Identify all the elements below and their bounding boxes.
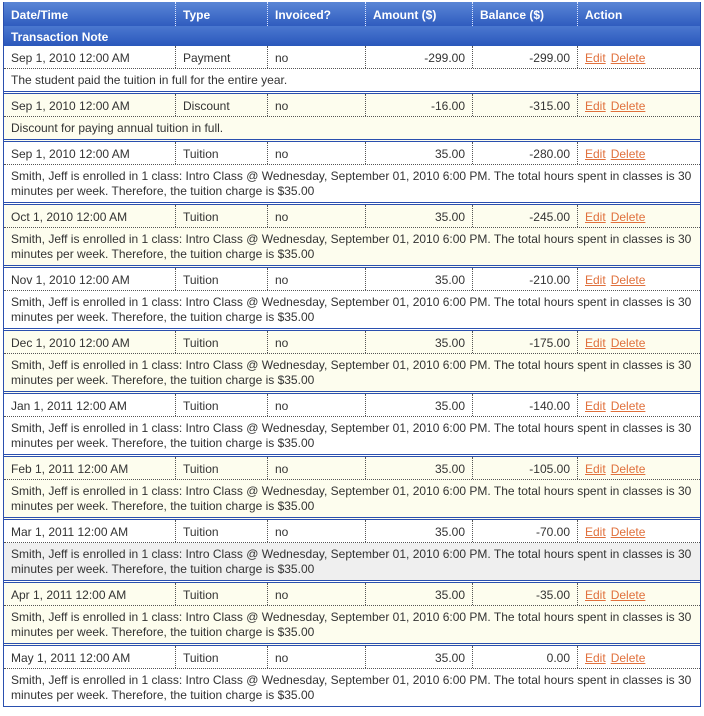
invoiced-cell: no [268, 46, 366, 68]
type-cell: Tuition [176, 520, 268, 542]
delete-link[interactable]: Delete [610, 210, 646, 224]
col-action: Action [585, 8, 623, 22]
transaction-note: Smith, Jeff is enrolled in 1 class: Intro Class @ Wednesday, September 01, 2010 6:00 PM. The total hours spent in classes is 30 minutes per week. Therefore, the tuition charge is $35.00 [11, 169, 692, 198]
action-cell [578, 583, 700, 605]
transaction-note: Smith, Jeff is enrolled in 1 class: Intro Class @ Wednesday, September 01, 2010 6:00 PM. The total hours spent in classes is 30 minutes per week. Therefore, the tuition charge is $35.00 [11, 610, 692, 639]
amount-cell: -16.00 [366, 94, 473, 116]
date-cell: Nov 1, 2010 12:00 AM [4, 268, 176, 290]
transaction-note: Smith, Jeff is enrolled in 1 class: Intro Class @ Wednesday, September 01, 2010 6:00 PM. The total hours spent in classes is 30 minutes per week. Therefore, the tuition charge is $35.00 [4, 543, 700, 580]
amount-cell: 35.00 [366, 583, 473, 605]
edit-link[interactable]: Edit [585, 651, 606, 665]
transaction-record [4, 46, 700, 94]
edit-link[interactable]: Edit [585, 51, 606, 65]
amount-cell: 35.00 [366, 268, 473, 290]
amount-cell: 35.00 [366, 205, 473, 227]
invoiced-cell: no [268, 394, 366, 416]
type-cell: Tuition [176, 205, 268, 227]
table-row [4, 142, 700, 165]
transaction-note: The student paid the tuition in full for the entire year. [11, 73, 288, 87]
amount-cell: 35.00 [366, 457, 473, 479]
col-type[interactable]: Type [176, 2, 268, 26]
date-cell: Dec 1, 2010 12:00 AM [4, 331, 176, 353]
amount-cell: 35.00 [366, 646, 473, 668]
invoiced-cell: no [268, 520, 366, 542]
invoiced-cell: no [268, 457, 366, 479]
edit-link[interactable]: Edit [585, 99, 606, 113]
action-cell [578, 268, 700, 290]
action-cell [578, 46, 700, 68]
transactions-table [3, 2, 701, 707]
transaction-note: Smith, Jeff is enrolled in 1 class: Intro Class @ Wednesday, September 01, 2010 6:00 PM. The total hours spent in classes is 30 minutes per week. Therefore, the tuition charge is $35.00 [11, 673, 692, 702]
type-cell: Tuition [176, 646, 268, 668]
transaction-record [4, 268, 700, 331]
invoiced-cell: no [268, 331, 366, 353]
action-cell [578, 205, 700, 227]
col-invoiced[interactable]: Invoiced? [268, 2, 366, 26]
table-header [4, 2, 700, 26]
transaction-record [4, 457, 700, 520]
type-cell: Tuition [176, 331, 268, 353]
table-row [4, 394, 700, 417]
balance-cell: -175.00 [473, 331, 578, 353]
delete-link[interactable]: Delete [610, 51, 646, 65]
date-cell: Apr 1, 2011 12:00 AM [4, 583, 176, 605]
table-row [4, 268, 700, 291]
table-row [4, 46, 700, 69]
type-cell: Tuition [176, 583, 268, 605]
col-balance[interactable]: Balance ($) [473, 2, 578, 26]
transaction-record [4, 205, 700, 268]
edit-link[interactable]: Edit [585, 273, 606, 287]
table-row [4, 583, 700, 606]
date-cell: May 1, 2011 12:00 AM [4, 646, 176, 668]
edit-link[interactable]: Edit [585, 336, 606, 350]
col-transaction-note: Transaction Note [4, 26, 700, 46]
delete-link[interactable]: Delete [610, 147, 646, 161]
type-cell: Tuition [176, 268, 268, 290]
type-cell: Payment [176, 46, 268, 68]
delete-link[interactable]: Delete [610, 588, 646, 602]
table-row [4, 331, 700, 354]
edit-link[interactable]: Edit [585, 399, 606, 413]
table-row [4, 205, 700, 228]
delete-link[interactable]: Delete [610, 99, 646, 113]
delete-link[interactable]: Delete [610, 336, 646, 350]
invoiced-cell: no [268, 205, 366, 227]
action-cell [578, 394, 700, 416]
transaction-record [4, 583, 700, 646]
table-row [4, 457, 700, 480]
edit-link[interactable]: Edit [585, 588, 606, 602]
transaction-record [4, 331, 700, 394]
transaction-record [4, 520, 700, 583]
balance-cell: 0.00 [473, 646, 578, 668]
invoiced-cell: no [268, 268, 366, 290]
table-row [4, 94, 700, 117]
table-row [4, 646, 700, 669]
edit-link[interactable]: Edit [585, 210, 606, 224]
action-cell [578, 94, 700, 116]
balance-cell: -299.00 [473, 46, 578, 68]
action-cell [578, 142, 700, 164]
col-amount[interactable]: Amount ($) [366, 2, 473, 26]
balance-cell: -245.00 [473, 205, 578, 227]
delete-link[interactable]: Delete [610, 399, 646, 413]
transaction-record [4, 646, 700, 706]
date-cell: Oct 1, 2010 12:00 AM [4, 205, 176, 227]
transaction-note: Smith, Jeff is enrolled in 1 class: Intro Class @ Wednesday, September 01, 2010 6:00 PM. The total hours spent in classes is 30 minutes per week. Therefore, the tuition charge is $35.00 [11, 358, 692, 387]
transaction-note: Smith, Jeff is enrolled in 1 class: Intro Class @ Wednesday, September 01, 2010 6:00 PM. The total hours spent in classes is 30 minutes per week. Therefore, the tuition charge is $35.00 [11, 295, 692, 324]
date-cell: Feb 1, 2011 12:00 AM [4, 457, 176, 479]
transaction-record [4, 394, 700, 457]
balance-cell: -35.00 [473, 583, 578, 605]
edit-link[interactable]: Edit [585, 462, 606, 476]
balance-cell: -140.00 [473, 394, 578, 416]
date-cell: Jan 1, 2011 12:00 AM [4, 394, 176, 416]
balance-cell: -210.00 [473, 268, 578, 290]
type-cell: Tuition [176, 457, 268, 479]
transaction-record [4, 94, 700, 142]
edit-link[interactable]: Edit [585, 147, 606, 161]
action-cell [578, 646, 700, 668]
invoiced-cell: no [268, 583, 366, 605]
invoiced-cell: no [268, 94, 366, 116]
amount-cell: 35.00 [366, 520, 473, 542]
transaction-note: Smith, Jeff is enrolled in 1 class: Intro Class @ Wednesday, September 01, 2010 6:00 PM. The total hours spent in classes is 30 minutes per week. Therefore, the tuition charge is $35.00 [11, 232, 692, 261]
delete-link[interactable]: Delete [610, 273, 646, 287]
transaction-note: Discount for paying annual tuition in full. [11, 121, 224, 135]
transaction-record [4, 142, 700, 205]
type-cell: Discount [176, 94, 268, 116]
action-cell [578, 331, 700, 353]
action-cell [578, 457, 700, 479]
table-body [4, 46, 700, 706]
table-row [4, 520, 700, 543]
delete-link[interactable]: Delete [610, 651, 646, 665]
delete-link[interactable]: Delete [610, 525, 646, 539]
type-cell: Tuition [176, 394, 268, 416]
transaction-note: Smith, Jeff is enrolled in 1 class: Intro Class @ Wednesday, September 01, 2010 6:00 PM. The total hours spent in classes is 30 minutes per week. Therefore, the tuition charge is $35.00 [11, 421, 692, 450]
invoiced-cell: no [268, 646, 366, 668]
date-cell: Sep 1, 2010 12:00 AM [4, 142, 176, 164]
amount-cell: -299.00 [366, 46, 473, 68]
amount-cell: 35.00 [366, 394, 473, 416]
action-cell [578, 520, 700, 542]
date-cell: Sep 1, 2010 12:00 AM [4, 46, 176, 68]
balance-cell: -315.00 [473, 94, 578, 116]
col-date[interactable]: Date/Time [4, 2, 176, 26]
invoiced-cell: no [268, 142, 366, 164]
edit-link[interactable]: Edit [585, 525, 606, 539]
balance-cell: -280.00 [473, 142, 578, 164]
transaction-note: Smith, Jeff is enrolled in 1 class: Intro Class @ Wednesday, September 01, 2010 6:00 PM. The total hours spent in classes is 30 minutes per week. Therefore, the tuition charge is $35.00 [11, 484, 692, 513]
date-cell: Sep 1, 2010 12:00 AM [4, 94, 176, 116]
delete-link[interactable]: Delete [610, 462, 646, 476]
amount-cell: 35.00 [366, 331, 473, 353]
amount-cell: 35.00 [366, 142, 473, 164]
type-cell: Tuition [176, 142, 268, 164]
date-cell: Mar 1, 2011 12:00 AM [4, 520, 176, 542]
balance-cell: -70.00 [473, 520, 578, 542]
balance-cell: -105.00 [473, 457, 578, 479]
